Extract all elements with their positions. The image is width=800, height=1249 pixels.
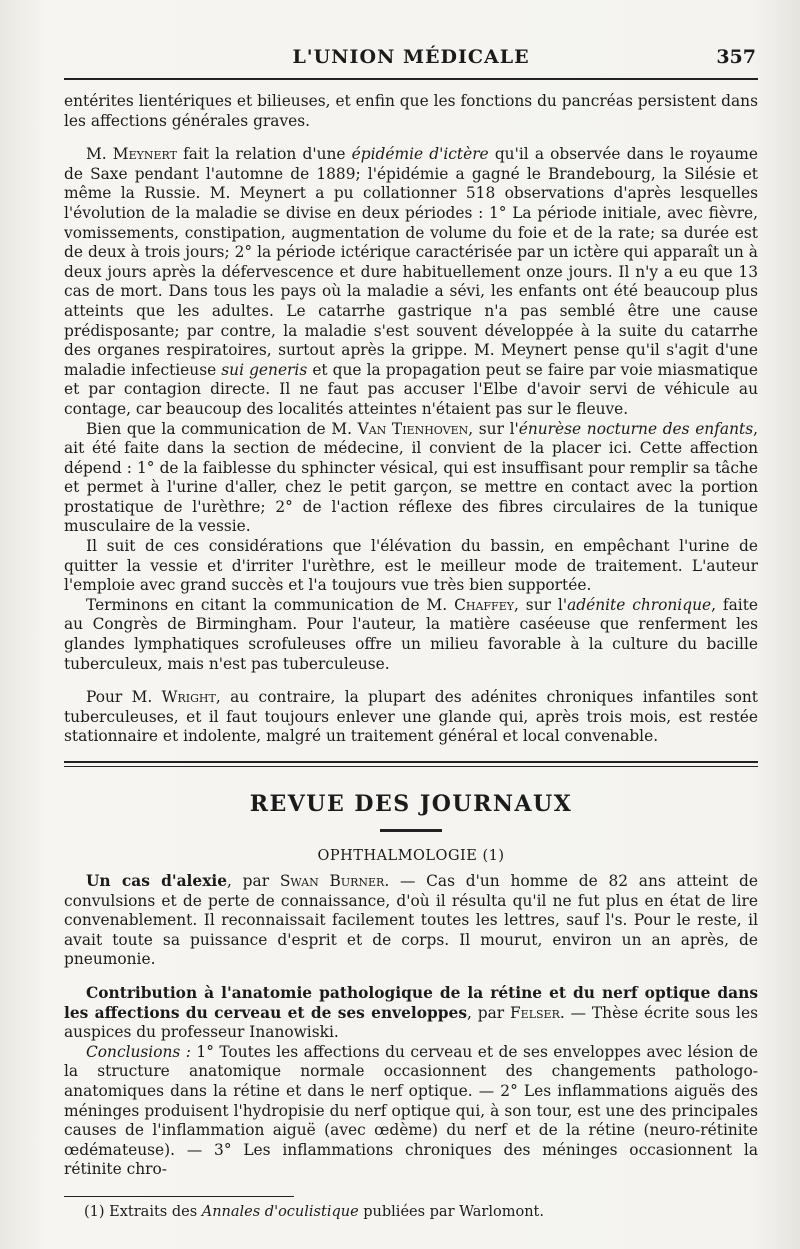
running-head (64, 38, 758, 80)
emphasis: adénite chronique (567, 595, 712, 614)
paragraph-meynert: M. Meynert fait la relation d'une épidémie d'ictère qu'il a observée dans le royaume de Saxe pendant l'automne de 1889; l'épidémie a gagné le Brandebourg, la Silésie et même la Russie. M. Meynert a pu collationner 518 observations d'après lesquelles l'évolution de la maladie se divise en deux périodes : 1° La période initiale, avec fièvre, vomissements, constipation, augmentation de volume du foie et de la rate; sa durée est de deux à trois jours; 2° la période ictérique caractérisée par un ictère qui apparaît un à deux jours après la défervescence et dure habituellement onze jours. Il n'y a eu que 13 cas de mort. Dans tous les pays où la maladie a sévi, les enfants ont été beaucoup plus atteints que les adultes. Le catarrhe gastrique n'a pas semblé être une cause prédisposante; par contre, la maladie s'est souvent développée à la suite du catarrhe des organes respiratoires, surtout après la grippe. M. Meynert pense qu'il s'agit d'une maladie infectieuse sui generis et que la propagation peut se faire par voie miasmatique et par contagion directe. Il ne faut pas accuser l'Elbe d'avoir servi de véhicule au contage, car beaucoup des localités atteintes n'étaient pas sur le fleuve. (64, 145, 758, 418)
emphasis: sui generis (221, 360, 308, 379)
author-name: M. Chaffey (426, 595, 514, 614)
emphasis: énurèse nocturne des enfants (518, 419, 754, 438)
author-name: Swan Burner (279, 872, 385, 890)
author-name: Felser (510, 1003, 560, 1022)
emphasis: Annales d'oculistique (201, 1203, 359, 1220)
title-rule (380, 829, 442, 832)
article-title: Contribution à l'anatomie pathologique de la rétine et du nerf optique dans les affections du cerveau et de ses enveloppes (64, 983, 758, 1022)
paragraph-chaffey: Terminons en citant la communication de M. Chaffey, sur l'adénite chronique, faite au Congrès de Birmingham. Pour l'auteur, la matière caséeuse que renferment les glandes lymphatiques scrofuleuses offre un milieu favorable à la culture du bacille tuberculeux, mais n'est pas tuberculeuse. (64, 595, 759, 673)
conclusions-label: Conclusions : (86, 1042, 191, 1061)
journal-title: L'UNION MÉDICALE (292, 46, 530, 68)
article-title: Un cas d'alexie (86, 872, 228, 890)
author-name: M. Wright (131, 688, 216, 707)
section-divider (64, 761, 758, 767)
emphasis: épidémie d'ictère (351, 145, 489, 164)
page-number: 357 (716, 46, 756, 68)
paragraph-van-tienhoven: Bien que la communication de M. Van Tienhoven, sur l'énurèse nocturne des enfants, ait été faite dans la section de médecine, il convient de la placer ici. Cette affection dépend : 1° de la faiblesse du sphincter vésical, qui est insuffisant pour remplir sa tâche et permet à l'urine d'aller, chez le petit garçon, se mettre en contact avec la portion prostatique de l'urèthre; 2° de l'action réflexe des fibres circulaires de la tunique musculaire de la vessie. (64, 419, 758, 536)
paragraph-traitement: Il suit de ces considérations que l'élévation du bassin, en empêchant l'urine de quitter la vessie et d'irriter l'urèthre, est le meilleur mode de traitement. L'auteur l'emploie avec grand succès et l'a toujours vue très bien supportée. (64, 537, 758, 595)
article-conclusions: Conclusions : 1° Toutes les affections du cerveau et de ses enveloppes avec lésion de la structure anatomique normale occasionnent des changements pathologo-anatomiques dans la rétine et dans le nerf optique. — 2° Les inflammations aiguës des méninges produisent l'hydropisie du nerf optique qui, à son tour, est une des principales causes de l'inflammation aiguë (avec œdème) du nerf et de la rétine (neuro-rétinite œdémateuse). — 3° Les inflammations chroniques des méninges occasionnent la rétinite chro- (64, 1042, 758, 1179)
section-title: REVUE DES JOURNAUX (249, 791, 573, 817)
article-alexie: Un cas d'alexie, par Swan Burner. — Cas d'un homme de 82 ans atteint de convulsions et de perte de connaissance, d'où il résulta qu'il ne fut plus en état de lire convenablement. Il reconnaissait facilement toutes les lettres, sauf l's. Pour le reste, il avait toute sa puissance d'esprit et de corps. Il mourut, environ un an après, de pneumonie. (64, 872, 758, 969)
footnote-rule (64, 1196, 294, 1197)
article-retine: Contribution à l'anatomie pathologique de la rétine et du nerf optique dans les affections du cerveau et de ses enveloppes, par Felser. — Thèse écrite sous les auspices du professeur Inanowiski. (64, 983, 758, 1042)
paragraph-continuation: entérites lientériques et bilieuses, et enfin que les fonctions du pancréas persistent dans les affections générales graves. (64, 92, 758, 130)
author-name: M. Van Tienhoven (331, 419, 469, 438)
subsection-title: OPHTHALMOLOGIE (1) (317, 848, 505, 864)
footnote: (1) Extraits des Annales d'oculistique publiées par Warlomont. (84, 1203, 544, 1220)
author-name: M. Meynert (86, 145, 177, 164)
paragraph-wright: Pour M. Wright, au contraire, la plupart des adénites chroniques infantiles sont tuberculeuses, et il faut toujours enlever une glande qui, après trois mois, est restée stationnaire et indolente, malgré un traitement général et local convenable. (64, 688, 758, 746)
